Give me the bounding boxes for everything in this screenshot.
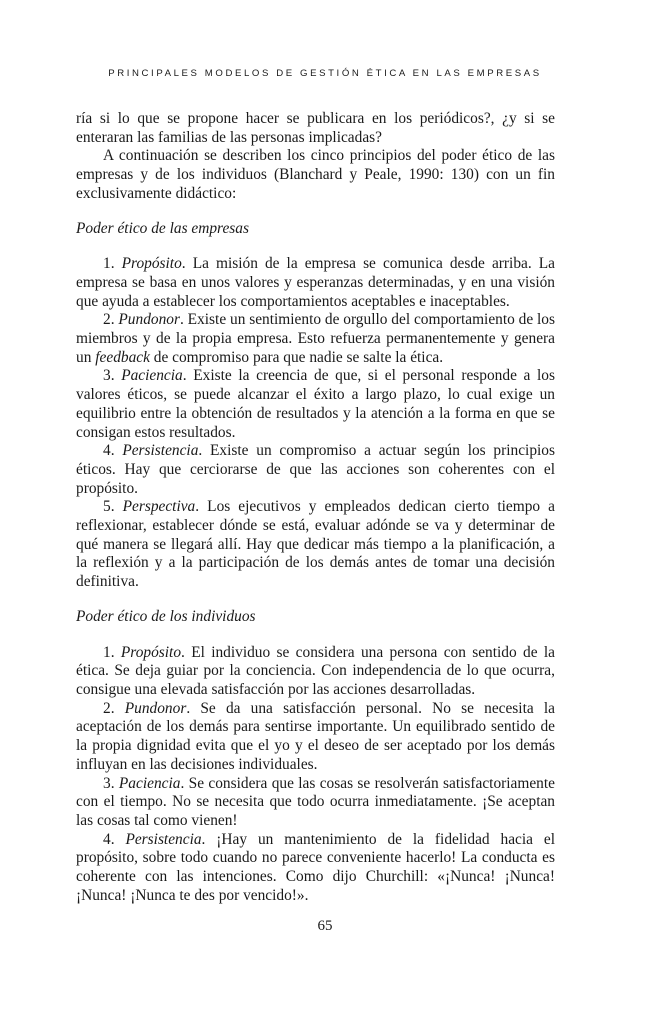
item-text: de compromiso para que nadie se salte la ética.	[149, 348, 444, 366]
item-number: 3.	[103, 774, 115, 792]
item-number: 1.	[103, 255, 115, 273]
item-text: . Existe un sentimiento de orgullo del comportamiento de los miembros y de la propia empresa. Esto refuerza permanentemente y genera un	[76, 311, 555, 366]
item-term: Propósito	[121, 255, 182, 273]
item-number: 5.	[103, 498, 115, 516]
item-term: Paciencia	[121, 367, 183, 385]
item-text: . Los ejecutivos y empleados dedican cierto tiempo a reflexionar, establecer dónde se está, evaluar adónde se va y determinar de qué manera se llegará allí. Hay que dedicar más tiempo a la planificación, a la reflexión y a la participación de los demás antes de tomar una decisión definitiva.	[76, 498, 555, 591]
list-item	[76, 831, 555, 906]
list-item	[76, 311, 555, 367]
item-number: 2.	[103, 311, 115, 329]
paragraph: ría si lo que se propone hacer se publicara en los periódicos?, ¿y si se enteraran las familias de las personas implicadas?	[76, 110, 555, 146]
list-item	[76, 442, 555, 498]
item-number: 4.	[103, 830, 115, 848]
item-number: 1.	[103, 643, 115, 661]
list-item	[76, 700, 555, 775]
item-term: Propósito	[120, 643, 182, 661]
item-emphasis: feedback	[95, 348, 150, 366]
item-text: . El individuo se considera una persona con sentido de la ética. Se deja guiar por la conciencia. Con independencia de lo que ocurra, consigue una elevada satisfacción por las acciones desarrolladas.	[76, 643, 555, 698]
item-term: Pundonor	[118, 311, 180, 329]
item-text: . La misión de la empresa se comunica desde arriba. La empresa se basa en unos valores y esperanzas determinadas, y en una visión que ayuda a establecer los comportamientos aceptables e inaceptables.	[76, 255, 555, 310]
item-text: . Se da una satisfacción personal. No se necesita la aceptación de los demás para sentirse importante. Un equilibrado sentido de la propia dignidad evita que el yo y el deseo de ser aceptado por los demás influyan en las decisiones individuales.	[76, 699, 555, 773]
list-item	[76, 255, 555, 311]
running-head: PRINCIPALES MODELOS DE GESTIÓN ÉTICA EN LAS EMPRESAS	[108, 68, 542, 79]
item-number: 3.	[103, 367, 115, 385]
item-text: . Existe un compromiso a actuar según los principios éticos. Hay que cerciorarse de que las acciones son coherentes con el propósito.	[76, 442, 555, 497]
item-term: Pundonor	[124, 699, 187, 717]
page-number: 65	[317, 918, 333, 934]
item-text: . Existe la creencia de que, si el personal responde a los valores éticos, se puede alcanzar el éxito a largo plazo, lo cual exige un equilibrio entre la obtención de resultados y la atención a la forma en que se consigan estos resultados.	[76, 367, 555, 441]
item-term: Persistencia	[125, 830, 202, 848]
item-number: 2.	[103, 699, 115, 717]
item-number: 4.	[103, 442, 115, 460]
item-text: . ¡Hay un mantenimiento de la fidelidad hacia el propósito, sobre todo cuando no parece conveniente hacerlo! La conducta es coherente con las intenciones. Como dijo Churchill: «¡Nunca! ¡Nunca! ¡Nunca! ¡Nunca te des por vencido!».	[76, 830, 555, 904]
item-term: Perspectiva	[122, 498, 196, 516]
body-text	[76, 110, 555, 905]
list-item	[76, 775, 555, 831]
item-text: . Se considera que las cosas se resolverán satisfactoriamente con el tiempo. No se necesita que todo ocurra inmediatamente. ¡Se aceptan las cosas tal como vienen!	[76, 774, 555, 829]
paragraph: A continuación se describen los cinco principios del poder ético de las empresas y de los individuos (Blanchard y Peale, 1990: 130) con un fin exclusivamente didáctico:	[76, 147, 555, 202]
item-term: Paciencia	[118, 774, 181, 792]
section-heading: Poder ético de las empresas	[76, 219, 249, 237]
section-heading: Poder ético de los individuos	[76, 607, 256, 625]
list-item	[76, 367, 555, 442]
item-term: Persistencia	[122, 442, 199, 460]
list-item	[76, 644, 555, 700]
list-item	[76, 498, 555, 592]
